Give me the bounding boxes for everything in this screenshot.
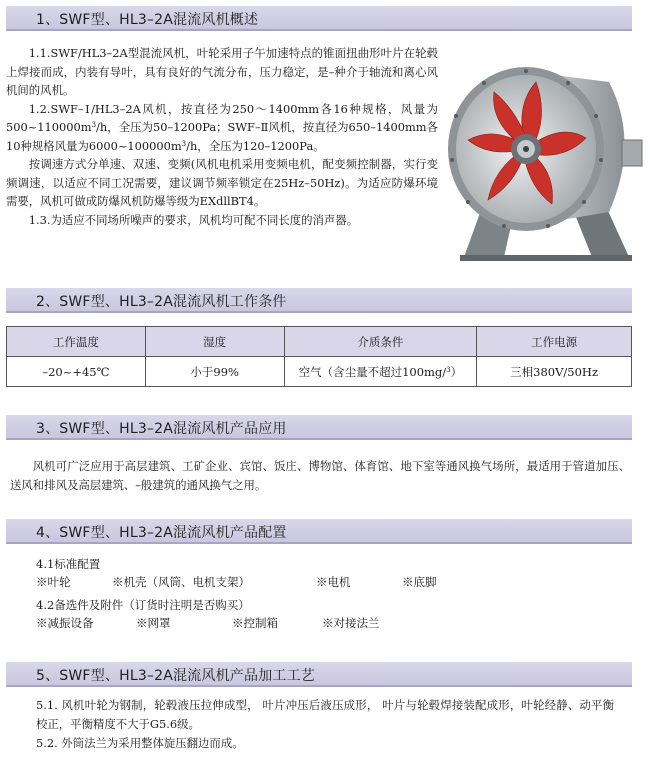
process-p2: 5.2. 外筒法兰为采用整体旋压翻边而成。 [36, 736, 244, 750]
table-header-cell: 介质条件 [284, 327, 477, 357]
section-5-title: 5、SWF型、HL3–2A混流风机产品加工工艺 [36, 668, 316, 684]
mixed-flow-fan-photo [444, 52, 644, 266]
table-header-row [7, 327, 632, 357]
standard-item: ※电机 [316, 575, 351, 589]
medium-cell: 空气（含尘量不超过100mg/$^3$） [284, 357, 477, 387]
optional-item: ※减振设备 [36, 616, 94, 630]
section-5-header [6, 662, 632, 687]
section-2-header [6, 288, 632, 313]
section-4-header [6, 519, 632, 544]
section-3-header [6, 415, 632, 440]
optional-item: ※控制箱 [232, 616, 278, 630]
table-header-cell: 工作电源 [477, 327, 632, 357]
standard-item: ※机壳（风筒、电机支架） [112, 575, 250, 589]
optional-config-title: 4.2备选件及附件（订货时注明是否购买） [36, 598, 250, 612]
optional-item: ※网罩 [136, 616, 171, 630]
power-cell: 三相380V/50Hz [477, 357, 632, 387]
table-header-cell: 工作温度 [7, 327, 146, 357]
standard-config-title: 4.1标准配置 [36, 557, 101, 571]
section-4-title: 4、SWF型、HL3–2A混流风机产品配置 [36, 525, 287, 541]
table-row [7, 357, 632, 387]
section-3-title: 3、SWF型、HL3–2A混流风机产品应用 [36, 421, 287, 437]
overview-p1: 1.1.SWF/HL3–2A型混流风机，叶轮采用子午加速特点的锥面扭曲形叶片在轮毂上焊接而成，内装有导叶，具有良好的气流分布，压力稳定，是–种介于轴流和离心风机间的风机。 [6, 46, 438, 97]
process-p1: 5.1. 风机叶轮为钢制，轮毂液压拉伸成型， 叶片冲压后液压成形， 叶片与轮毂焊接装配成形，叶轮经静、动平衡校正，平衡精度不大于G5.6级。 [36, 698, 614, 731]
optional-item: ※对接法兰 [322, 616, 380, 630]
standard-item: ※叶轮 [36, 575, 71, 589]
section-1-header [6, 6, 632, 31]
overview-p4: 1.3.为适应不同场所噪声的要求，风机均可配不同长度的消声器。 [28, 212, 359, 227]
standard-item: ※底脚 [402, 575, 437, 589]
application-text: 风机可广泛应用于高层建筑、工矿企业、宾馆、饭庄、博物馆、体育馆、地下室等通风换气场所，最适用于管道加压、送风和排风及高层建筑、–般建筑的通风换气之用。 [10, 459, 630, 492]
humidity-cell: 小于99% [145, 357, 284, 387]
overview-p3: 按调速方式分单速、双速、变频(风机电机采用变频电机，配变频控制器，实行变频调速，以适应不同工况需要，建议调节频率锁定在25Hz–50Hz)。为适应防爆环境需要，风机可做成防爆风机防爆等级为EXdllBT4。 [6, 157, 438, 208]
overview-text [6, 44, 438, 229]
temperature-cell: –20~+45℃ [7, 357, 146, 387]
section-2-title: 2、SWF型、HL3–2A混流风机工作条件 [36, 294, 287, 310]
working-conditions-table [6, 326, 632, 387]
table-header-cell: 湿度 [145, 327, 284, 357]
overview-p2: 1.2.SWF–Ⅰ/HL3–2A风机，按直径为250～1400mm各16种规格，风量为$500\sim 110000m^3/h$，全压为50–1200Pa；SWF–Ⅱ风机，按直径为650–1400mm各10种规格风量为$6000\sim 100000m^3/h$，全压为120–1200Pa。 [6, 101, 438, 153]
section-1-title: 1、SWF型、HL3–2A混流风机概述 [36, 12, 259, 28]
